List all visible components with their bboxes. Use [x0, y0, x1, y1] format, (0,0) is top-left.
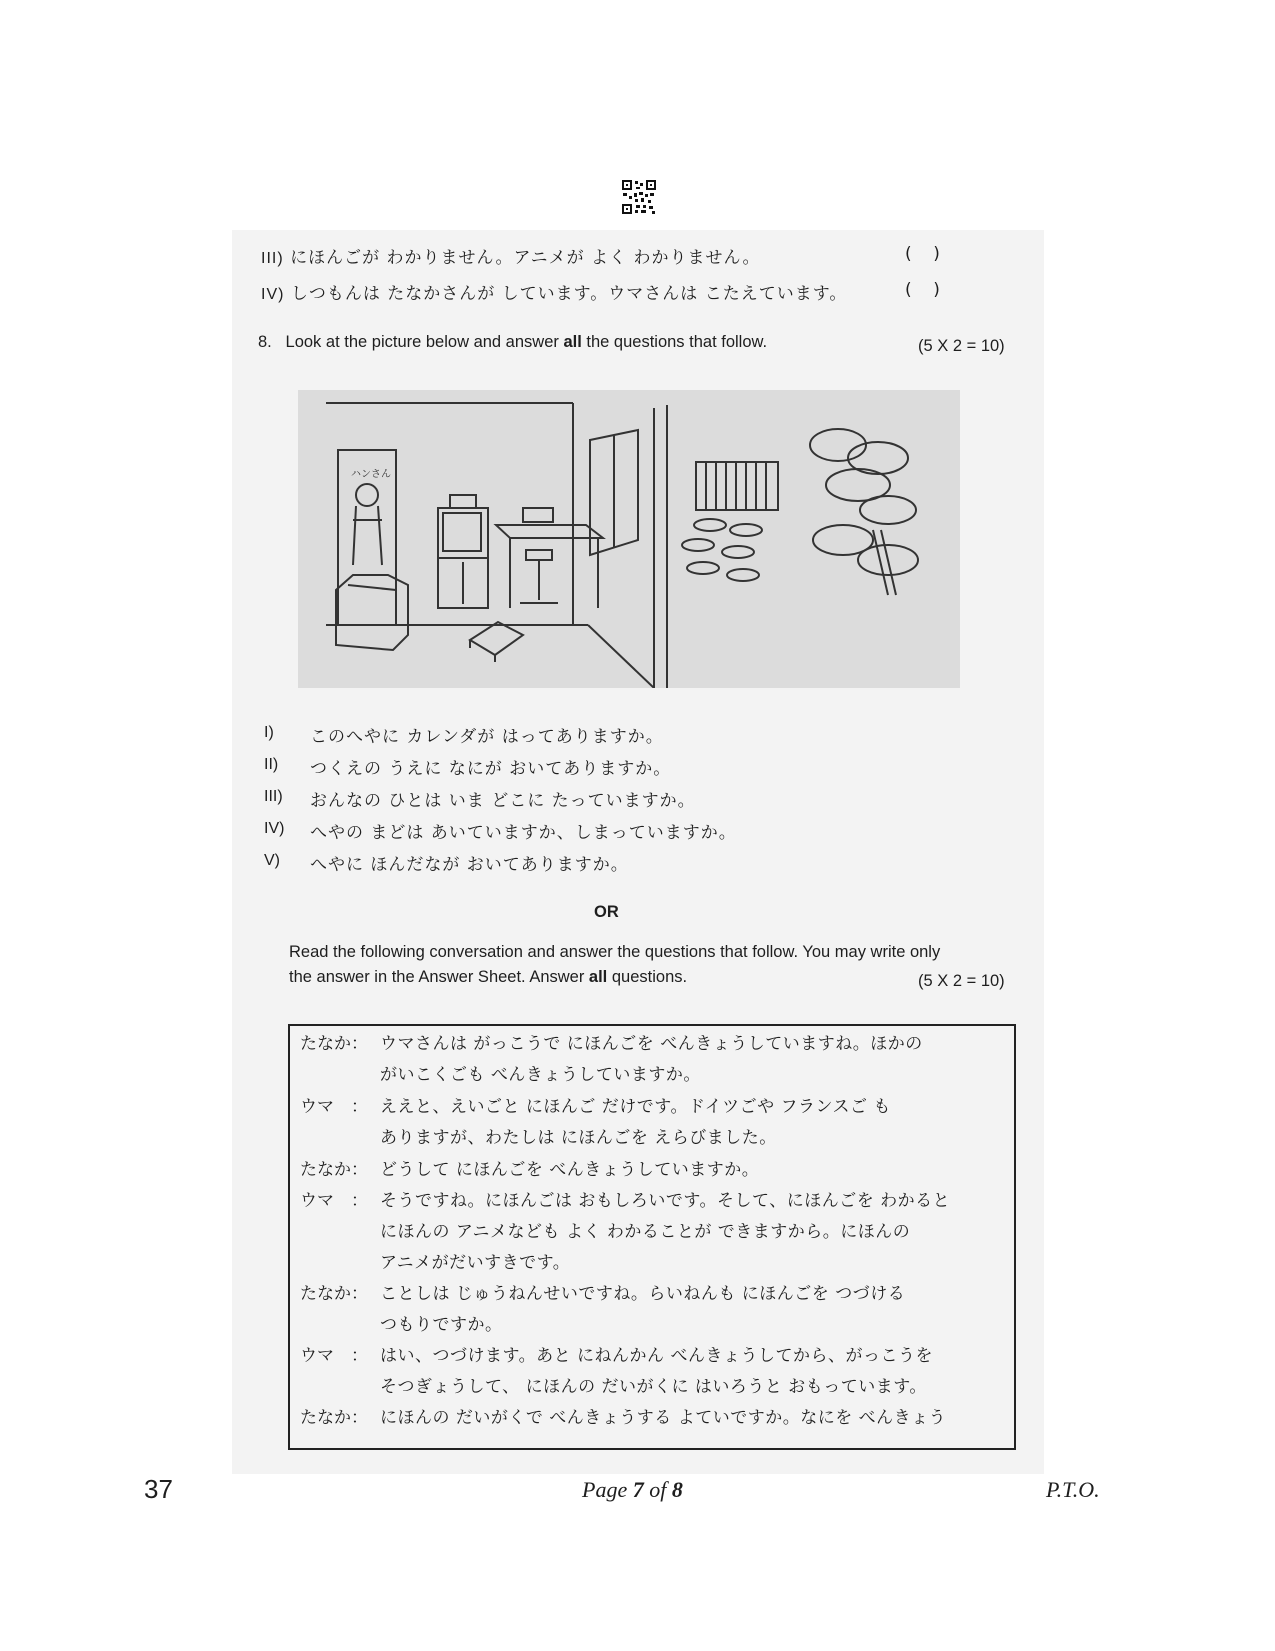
speaker-label: ウマ ： [300, 1097, 368, 1117]
utterance-line: アニメがだいすきです。 [380, 1253, 571, 1273]
question-text: へやの まどは あいていますか、しまっていますか。 [310, 823, 737, 843]
answer-parentheses: ( ) [905, 244, 940, 264]
item-text: しつもんは たなかさんが しています。ウマさんは こたえています。 [290, 284, 848, 304]
utterance-line: どうして にほんごを べんきょうしていますか。 [380, 1160, 760, 1180]
utterance-line: はい、つづけます。あと にねんかん べんきょうしてから、がっこうを [380, 1346, 933, 1366]
or-separator: OR [594, 903, 619, 921]
door-name-label: ハンさん [351, 469, 391, 480]
question-text: へやに ほんだなが おいてありますか。 [310, 855, 629, 875]
utterance-line: にほんの だいがくで べんきょうする よていですか。なにを べんきょう [380, 1408, 947, 1428]
answer-parentheses: ( ) [905, 280, 940, 300]
paper-code: 37 [144, 1474, 173, 1504]
question-number: III) [264, 788, 283, 805]
page-number: Page 7 of 8 [582, 1477, 683, 1502]
question-text: このへやに カレンダが はってありますか。 [310, 727, 664, 747]
conversation-box [288, 1024, 1016, 1450]
question-number: II) [264, 756, 279, 773]
please-turn-over: P.T.O. [1046, 1477, 1100, 1502]
qr-code-icon [621, 179, 657, 215]
speaker-label: たなか： [300, 1034, 368, 1054]
question-text: つくえの うえに なにが おいてありますか。 [310, 759, 672, 779]
question-text: おんなの ひとは いま どこに たっていますか。 [310, 791, 696, 811]
alt-instruction-line-2: the answer in the Answer Sheet. Answer all questions. [289, 968, 688, 986]
utterance-line: にほんの アニメなども よく わかることが できますから。にほんの [380, 1222, 911, 1242]
speaker-label: ウマ ： [300, 1191, 368, 1211]
question-8-marks: (5 X 2 = 10) [918, 337, 1005, 355]
speaker-label: たなか： [300, 1160, 368, 1180]
speaker-label: たなか： [300, 1284, 368, 1304]
room-illustration [298, 390, 960, 688]
utterance-line: ことしは じゅうねんせいですね。らいねんも にほんごを つづける [380, 1284, 906, 1304]
question-number: 8. [258, 333, 272, 351]
item-text: にほんごが わかりません。アニメが よく わかりません。 [290, 248, 761, 268]
utterance-line: そうですね。にほんごは おもしろいです。そして、にほんごを わかると [380, 1191, 951, 1211]
alt-marks: (5 X 2 = 10) [918, 972, 1005, 990]
utterance-line: そつぎょうして、 にほんの だいがくに はいろうと おもっています。 [380, 1377, 927, 1397]
utterance-line: ウマさんは がっこうで にほんごを べんきょうしていますね。ほかの [380, 1034, 923, 1054]
question-number: I) [264, 724, 274, 741]
alt-instruction-line-1: Read the following conversation and answer the questions that follow. You may write only [289, 943, 941, 961]
speaker-label: たなか： [300, 1408, 368, 1428]
item-number: IV) [261, 286, 285, 303]
speaker-label: ウマ ： [300, 1346, 368, 1366]
utterance-line: ええと、えいごと にほんご だけです。ドイツごや フランスご も [380, 1097, 891, 1117]
prev-question-item [261, 243, 760, 268]
prev-question-item [261, 279, 847, 304]
utterance-line: つもりですか。 [380, 1315, 503, 1335]
item-number: III) [261, 250, 284, 267]
question-8-instruction: 8. Look at the picture below and answer all the questions that follow. [258, 333, 768, 351]
question-number: IV) [264, 820, 285, 837]
utterance-line: がいこくごも べんきょうしていますか。 [380, 1065, 701, 1085]
question-number: V) [264, 852, 280, 869]
utterance-line: ありますが、わたしは にほんごを えらびました。 [380, 1128, 777, 1148]
